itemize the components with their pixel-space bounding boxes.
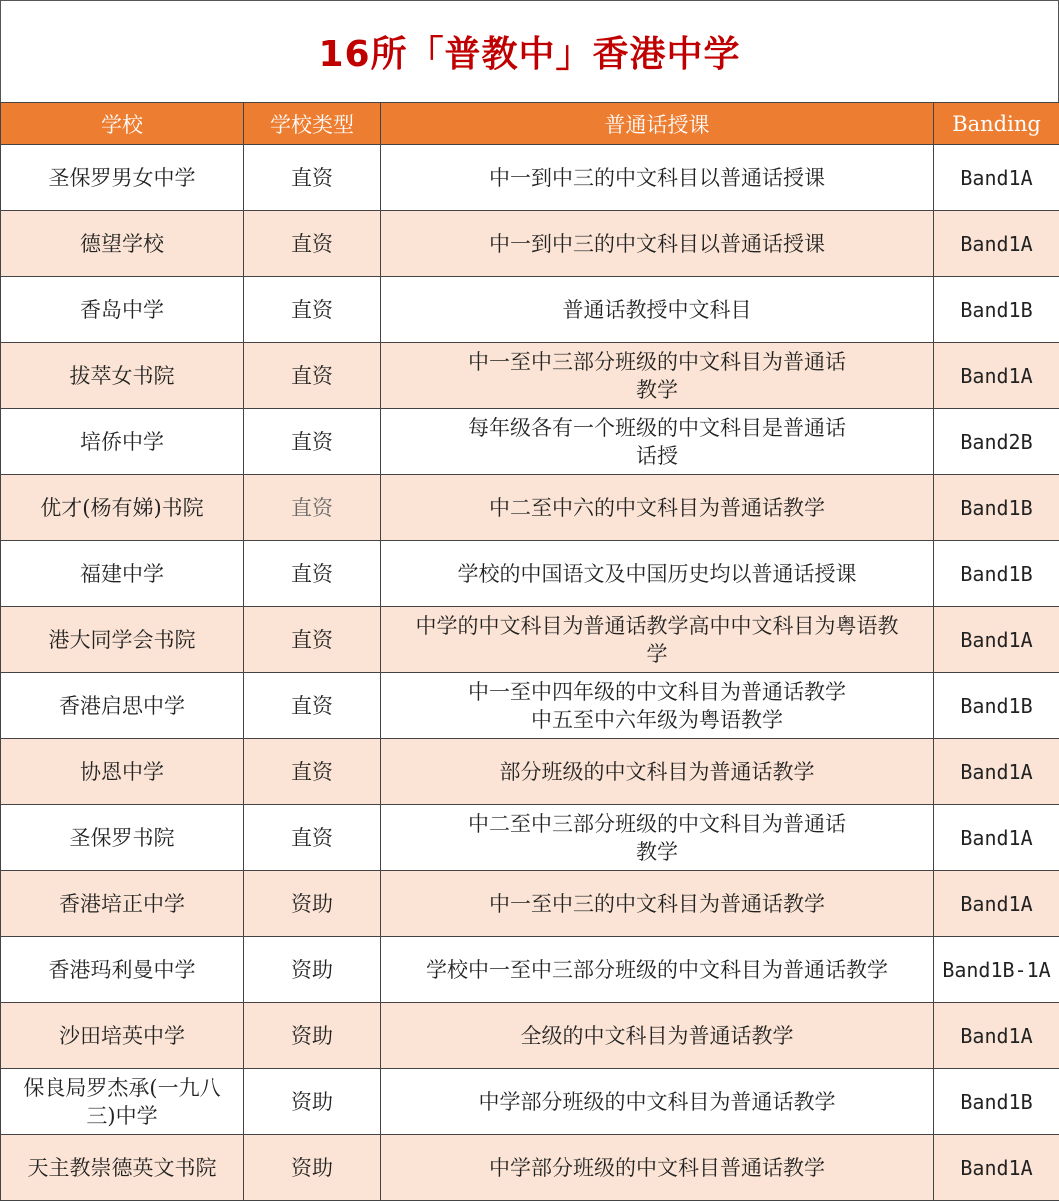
mandarin-desc: 中一至中四年级的中文科目为普通话教学 中五至中六年级为粤语教学 <box>381 673 934 739</box>
school-type: 资助 <box>244 1003 381 1069</box>
school-type: 直资 <box>244 475 381 541</box>
table-row <box>1 145 1059 211</box>
school-name: 圣保罗书院 <box>1 805 244 871</box>
school-type: 直资 <box>244 541 381 607</box>
table-row <box>1 739 1059 805</box>
mandarin-desc: 学校的中国语文及中国历史均以普通话授课 <box>381 541 934 607</box>
table-row <box>1 1003 1059 1069</box>
header-row <box>1 103 1059 145</box>
table-row <box>1 673 1059 739</box>
mandarin-desc: 中学的中文科目为普通话教学高中中文科目为粤语教 学 <box>381 607 934 673</box>
banding: Band1B <box>934 673 1059 739</box>
banding: Band1A <box>934 343 1059 409</box>
header-type: 学校类型 <box>244 103 381 145</box>
table-row <box>1 607 1059 673</box>
school-name: 拔萃女书院 <box>1 343 244 409</box>
school-name: 港大同学会书院 <box>1 607 244 673</box>
schools-table <box>0 102 1059 1201</box>
banding: Band1A <box>934 145 1059 211</box>
school-type: 资助 <box>244 1135 381 1201</box>
title-bar <box>0 0 1059 102</box>
mandarin-desc: 中一到中三的中文科目以普通话授课 <box>381 211 934 277</box>
table-row <box>1 871 1059 937</box>
school-type: 资助 <box>244 871 381 937</box>
school-name: 培侨中学 <box>1 409 244 475</box>
mandarin-desc: 中二至中三部分班级的中文科目为普通话 教学 <box>381 805 934 871</box>
school-type: 直资 <box>244 607 381 673</box>
banding: Band1A <box>934 1135 1059 1201</box>
banding: Band1A <box>934 739 1059 805</box>
banding: Band1A <box>934 1003 1059 1069</box>
school-type: 直资 <box>244 343 381 409</box>
school-type: 直资 <box>244 211 381 277</box>
mandarin-desc: 中一至中三的中文科目为普通话教学 <box>381 871 934 937</box>
banding: Band1B <box>934 541 1059 607</box>
school-type: 直资 <box>244 805 381 871</box>
page-title: 16所「普教中」香港中学 <box>318 26 740 77</box>
school-type: 直资 <box>244 673 381 739</box>
school-type: 资助 <box>244 937 381 1003</box>
mandarin-desc: 中学部分班级的中文科目为普通话教学 <box>381 1069 934 1135</box>
school-name: 香港玛利曼中学 <box>1 937 244 1003</box>
school-name: 圣保罗男女中学 <box>1 145 244 211</box>
banding: Band1B <box>934 277 1059 343</box>
banding: Band1B <box>934 475 1059 541</box>
school-type: 直资 <box>244 409 381 475</box>
header-banding: Banding <box>934 103 1059 145</box>
table-row <box>1 211 1059 277</box>
school-type: 直资 <box>244 145 381 211</box>
banding: Band1B-1A <box>934 937 1059 1003</box>
mandarin-desc: 普通话教授中文科目 <box>381 277 934 343</box>
school-name: 福建中学 <box>1 541 244 607</box>
school-name: 德望学校 <box>1 211 244 277</box>
table-row <box>1 1069 1059 1135</box>
school-type: 直资 <box>244 739 381 805</box>
banding: Band1A <box>934 607 1059 673</box>
school-name: 香岛中学 <box>1 277 244 343</box>
mandarin-desc: 学校中一至中三部分班级的中文科目为普通话教学 <box>381 937 934 1003</box>
school-name: 优才(杨有娣)书院 <box>1 475 244 541</box>
school-name: 保良局罗杰承(一九八 三)中学 <box>1 1069 244 1135</box>
table-row <box>1 541 1059 607</box>
school-name: 香港启思中学 <box>1 673 244 739</box>
header-school: 学校 <box>1 103 244 145</box>
table-row <box>1 937 1059 1003</box>
mandarin-desc: 全级的中文科目为普通话教学 <box>381 1003 934 1069</box>
banding: Band1A <box>934 805 1059 871</box>
banding: Band1B <box>934 1069 1059 1135</box>
mandarin-desc: 每年级各有一个班级的中文科目是普通话 话授 <box>381 409 934 475</box>
banding: Band1A <box>934 211 1059 277</box>
banding: Band1A <box>934 871 1059 937</box>
mandarin-desc: 中一至中三部分班级的中文科目为普通话 教学 <box>381 343 934 409</box>
banding: Band2B <box>934 409 1059 475</box>
mandarin-desc: 中学部分班级的中文科目普通话教学 <box>381 1135 934 1201</box>
table-row <box>1 277 1059 343</box>
header-mandarin: 普通话授课 <box>381 103 934 145</box>
school-name: 协恩中学 <box>1 739 244 805</box>
table-row <box>1 409 1059 475</box>
mandarin-desc: 中二至中六的中文科目为普通话教学 <box>381 475 934 541</box>
table-row <box>1 343 1059 409</box>
school-type: 资助 <box>244 1069 381 1135</box>
school-name: 沙田培英中学 <box>1 1003 244 1069</box>
table-row <box>1 805 1059 871</box>
school-type: 直资 <box>244 277 381 343</box>
mandarin-desc: 部分班级的中文科目为普通话教学 <box>381 739 934 805</box>
table-row <box>1 475 1059 541</box>
mandarin-desc: 中一到中三的中文科目以普通话授课 <box>381 145 934 211</box>
table-row <box>1 1135 1059 1201</box>
school-name: 天主教崇德英文书院 <box>1 1135 244 1201</box>
school-name: 香港培正中学 <box>1 871 244 937</box>
